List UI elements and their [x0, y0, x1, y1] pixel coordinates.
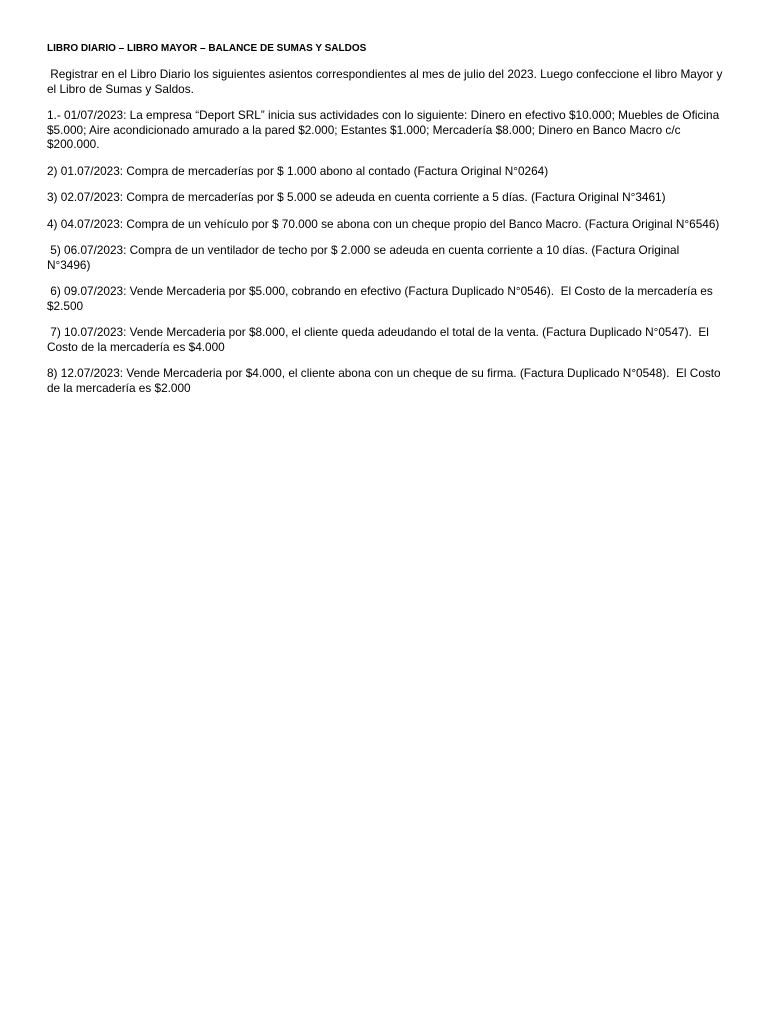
document-title: LIBRO DIARIO – LIBRO MAYOR – BALANCE DE SUMAS Y SALDOS: [47, 43, 367, 54]
entry-8: 8) 12.07/2023: Vende Mercaderia por $4.000, el cliente abona con un cheque de su firma. (Factura Duplicado N°0548). El Costo de la mercadería es $2.000: [47, 366, 724, 395]
entry-4: 4) 04.07/2023: Compra de un vehículo por $ 70.000 se abona con un cheque propio del Banco Macro. (Factura Original N°6546): [47, 216, 720, 231]
intro-paragraph: Registrar en el Libro Diario los siguientes asientos correspondientes al mes de julio del 2023. Luego confeccione el libro Mayor y el Libro de Sumas y Saldos.: [47, 67, 726, 96]
entry-1: 1.- 01/07/2023: La empresa “Deport SRL” inicia sus actividades con lo siguiente: Dinero en efectivo $10.000; Muebles de Oficina $5.000; Aire acondicionado amurado a la pared $2.000; Estantes $1.000; Mercadería $8.000; Dinero en Banco Macro c/c $200.000.: [47, 108, 723, 151]
entry-3: 3) 02.07/2023: Compra de mercaderías por $ 5.000 se adeuda en cuenta corriente a 5 días. (Factura Original N°3461): [47, 190, 666, 204]
document-page: [47, 42, 726, 407]
entry-2: 2) 01.07/2023: Compra de mercaderías por $ 1.000 abono al contado (Factura Original N°0264): [47, 163, 549, 178]
entry-5: 5) 06.07/2023: Compra de un ventilador de techo por $ 2.000 se adeuda en cuenta corriente a 10 días. (Factura Original N°3496): [47, 243, 683, 272]
entry-7: 7) 10.07/2023: Vende Mercaderia por $8.000, el cliente queda adeudando el total de la venta. (Factura Duplicado N°0547). El Costo de la mercadería es $4.000: [47, 325, 713, 354]
entry-6: 6) 09.07/2023: Vende Mercaderia por $5.000, cobrando en efectivo (Factura Duplicado N°0546). El Costo de la mercadería es $2.500: [47, 284, 717, 313]
